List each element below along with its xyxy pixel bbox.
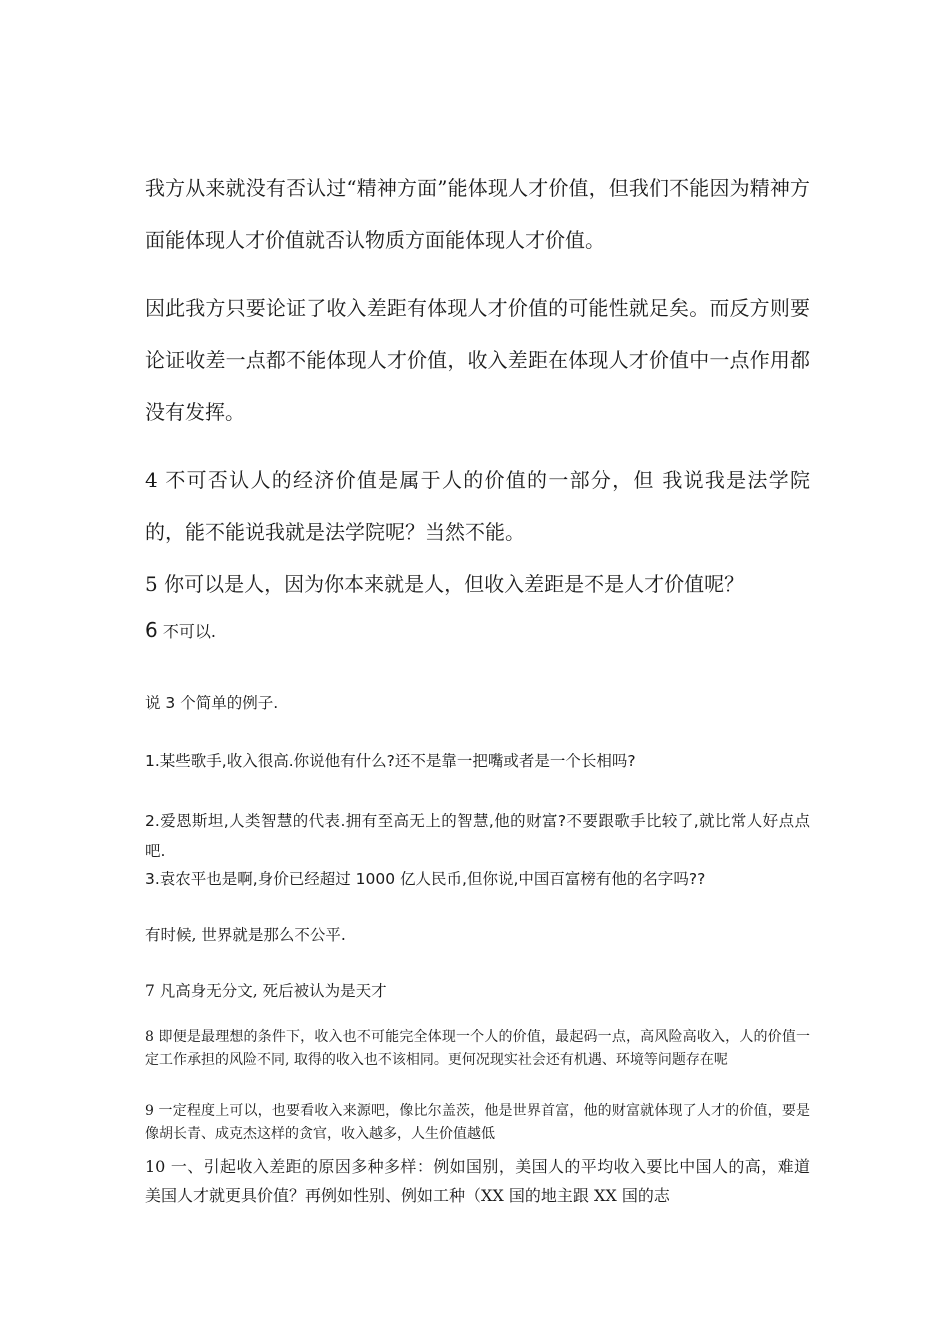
paragraph-point-10: 10 一、引起收入差距的原因多种多样：例如国别，美国人的平均收入要比中国人的高，难道美国人才就更具价值？再例如性别、例如工种（XX 国的地主跟 XX 国的志 [145, 1157, 810, 1205]
paragraph-point-5: 5 你可以是人，因为你本来就是人，但收入差距是不是人才价值呢？ [145, 572, 745, 596]
paragraph-point-4: 4 不可否认人的经济价值是属于人的价值的一部分，但 我说我是法学院的，能不能说我就是法学院呢？当然不能。 [145, 468, 810, 544]
example-3-yuan: 3.袁农平也是啊,身价已经超过 1000 亿人民币,但你说,中国百富榜有他的名字吗?? [145, 870, 706, 888]
point-6-text: 不可以. [157, 622, 216, 641]
paragraph-point-9: 9 一定程度上可以，也要看收入来源吧，像比尔盖茨，他是世界首富，他的财富就体现了人才的价值，要是像胡长青、成克杰这样的贪官，收入越多，人生价值越低 [145, 1103, 810, 1142]
example-1-singers: 1.某些歌手,收入很高.你说他有什么?还不是靠一把嘴或者是一个长相吗? [145, 752, 636, 770]
paragraph-income-gap-argument: 因此我方只要论证了收入差距有体现人才价值的可能性就足矣。而反方则要论证收差一点都不能体现人才价值，收入差距在体现人才价值中一点作用都没有发挥。 [145, 296, 810, 424]
paragraph-three-examples: 说 3 个简单的例子. [145, 694, 279, 712]
paragraph-unfair-world: 有时候, 世界就是那么不公平. [145, 926, 346, 944]
paragraph-point-7: 7 凡高身无分文, 死后被认为是天才 [145, 982, 387, 1000]
paragraph-spiritual-material: 我方从来就没有否认过“精神方面”能体现人才价值，但我们不能因为精神方面能体现人才价值就否认物质方面能体现人才价值。 [145, 176, 810, 252]
paragraph-point-8: 8 即便是最理想的条件下，收入也不可能完全体现一个人的价值，最起码一点，高风险高收入，人的价值一定工作承担的风险不同, 取得的收入也不该相同。更何况现实社会还有机遇、环境等问题存在呢 [145, 1029, 810, 1068]
paragraph-point-6 [145, 604, 810, 658]
example-2-einstein: 2.爱恩斯坦,人类智慧的代表.拥有至高无上的智慧,他的财富?不要跟歌手比较了,就比常人好点点吧. [145, 812, 810, 860]
point-6-number: 6 [145, 618, 158, 642]
